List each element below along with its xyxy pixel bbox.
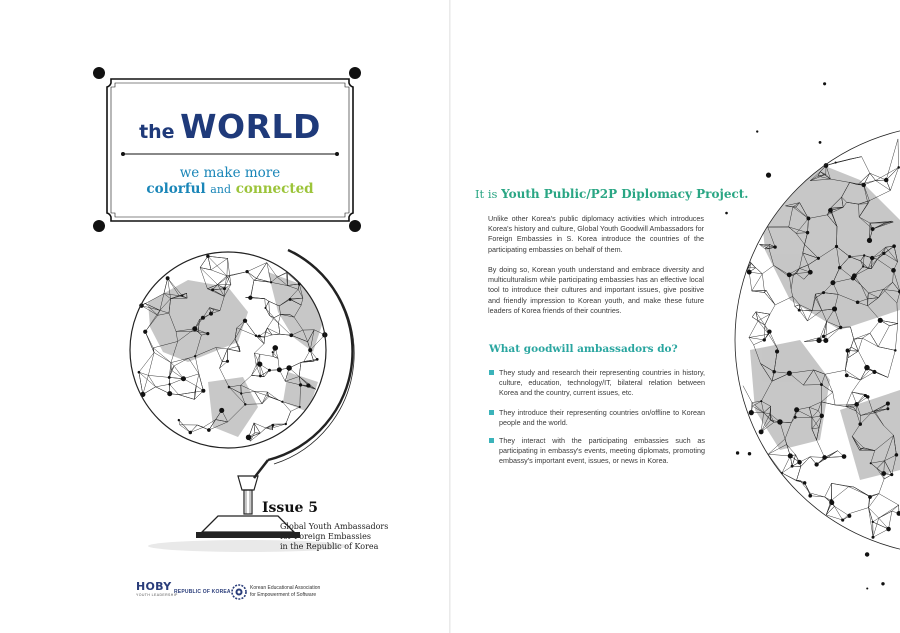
issue-subtitle-line: for Foreign Embassies: [280, 532, 371, 541]
hoby-logo: [136, 580, 178, 597]
frame-corner-dot-icon: [93, 220, 105, 232]
issue-subtitle: [280, 522, 388, 552]
cover-subtitle-1: we make more: [179, 165, 281, 181]
hoby-logo-tag: YOUTH LEADERSHIP: [136, 593, 178, 597]
kea-logo-line: Korean Educational Association: [250, 585, 321, 591]
issue-number: Issue 5: [262, 500, 319, 516]
subtitle-connected: connected: [235, 181, 314, 197]
list-item-text: They interact with the participating embassies such as participating in embassy's events, meeting diplomats, promoting embassy's important event, issues, or news in Korea.: [499, 436, 705, 466]
hoby-logo-word: HOBY: [136, 580, 172, 593]
subtitle-and: and: [210, 183, 231, 196]
article-title: [475, 187, 748, 201]
list-item-text: They introduce their representing countries on/offline to Korean people and the world.: [499, 408, 705, 428]
article-paragraph-1: Unlike other Korea's public diplomacy activities which introduces Korea's history and culture, Global Youth Goodwill Ambassadors for Foreign Embassies in S. Korea introduce the countries of the participating embassies on behalf of them.: [488, 214, 704, 254]
issue-subtitle-line: in the Republic of Korea: [280, 542, 379, 551]
kea-gear-logo-icon: [231, 584, 247, 600]
article-paragraph-2: By doing so, Korean youth understand and embrace diversity and multiculturalism while participating embassies has an effective local tool to introduce their cultures and important issues, give positive and friendly impression to Korean youth, and make these future leaders of Korea friends of their countries.: [488, 265, 704, 315]
issue-subtitle-line: Global Youth Ambassadors: [280, 522, 389, 531]
cover-title-the: the: [139, 121, 175, 143]
section-heading: What goodwill ambassadors do?: [489, 343, 678, 355]
frame-corner-dot-icon: [349, 220, 361, 232]
frame-corner-dot-icon: [349, 67, 361, 79]
article-title-lead: It is: [475, 187, 498, 201]
bullet-square-icon: [489, 438, 494, 443]
bullet-square-icon: [489, 370, 494, 375]
bullet-square-icon: [489, 410, 494, 415]
article-title-main: Youth Public/P2P Diplomacy Project.: [501, 187, 749, 201]
frame-corner-dot-icon: [93, 67, 105, 79]
kea-logo-line: for Empowerment of Software: [250, 591, 317, 598]
wireframe-globe-half-icon: [720, 50, 900, 610]
wireframe-globe-on-stand-icon: [118, 232, 378, 572]
rok-label: REPUBLIC OF KOREA: [174, 589, 231, 595]
list-item-text: They study and research their representing countries in history, culture, education, technology/IT, bilateral relation between Korea and the country, current issues, etc.: [499, 368, 705, 398]
kea-logo-text: [250, 585, 320, 598]
cover-title-world: WORLD: [180, 107, 321, 146]
subtitle-colorful: colorful: [146, 181, 206, 197]
